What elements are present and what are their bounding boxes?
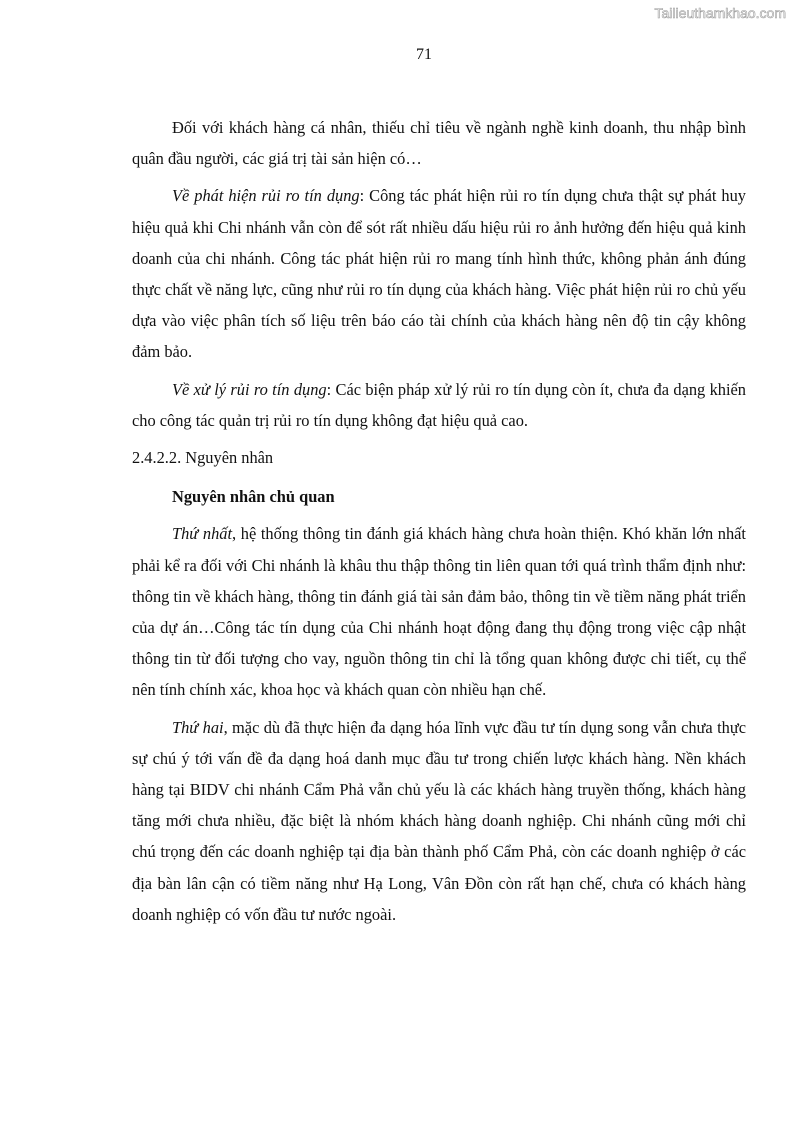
watermark: Tailieuthamkhao.com [654,5,786,21]
paragraph-risk-detection [132,180,746,367]
paragraph-risk-handling [132,374,746,436]
paragraph-individual-customers: Đối với khách hàng cá nhân, thiếu chỉ tiêu về ngành nghề kinh doanh, thu nhập bình quân đầu người, các giá trị tài sản hiện có… [132,118,746,169]
paragraph-second-cause [132,712,746,930]
document-body [132,112,746,936]
subheading-subjective-causes: Nguyên nhân chủ quan [172,487,335,507]
second-cause-lead: Thứ hai [172,717,224,737]
paragraph-first-cause [132,518,746,705]
risk-handling-lead: Về xử lý rủi ro tín dụng [172,379,327,399]
risk-detection-body: : Công tác phát hiện rủi ro tín dụng chưa thật sự phát huy hiệu quả khi Chi nhánh vẫn còn để sót rất nhiều dấu hiệu rủi ro ảnh hưởng đến hiệu quả kinh doanh của chi nhánh. Công tác phát hiện rủi ro mang tính hình thức, không phản ánh đúng thực chất về năng lực, cũng như rủi ro tín dụng của khách hàng. Việc phát hiện rủi ro chủ yếu dựa vào việc phân tích số liệu trên báo cáo tài chính của khách hàng nên độ tin cậy không đảm bảo. [132,186,746,362]
risk-handling-body: : Các biện pháp xử lý rủi ro tín dụng còn ít, chưa đa dạng khiến cho công tác quản trị rủi ro tín dụng không đạt hiệu quả cao. [132,379,746,430]
page-number: 71 [416,46,432,63]
second-cause-body: , mặc dù đã thực hiện đa dạng hóa lĩnh vực đầu tư tín dụng song vẫn chưa thực sự chú ý tới vấn đề đa dạng hoá danh mục đầu tư trong chiến lược khách hàng. Nền khách hàng tại BIDV chi nhánh Cẩm Phả vẫn chủ yếu là các khách hàng truyền thống, khách hàng tăng mới chưa nhiều, đặc biệt là nhóm khách hàng doanh nghiệp. Chi nhánh cũng mới chỉ chú trọng đến các doanh nghiệp tại địa bàn thành phố Cẩm Phả, còn các doanh nghiệp ở các địa bàn lân cận có tiềm năng như Hạ Long, Vân Đồn còn rất hạn chế, chưa có khách hàng doanh nghiệp có vốn đầu tư nước ngoài. [132,717,746,924]
first-cause-lead: Thứ nhất [172,524,233,544]
risk-detection-lead: Về phát hiện rủi ro tín dụng [172,186,360,206]
first-cause-body: , hệ thống thông tin đánh giá khách hàng chưa hoàn thiện. Khó khăn lớn nhất phải kể ra đối với Chi nhánh là khâu thu thập thông tin liên quan tới quá trình thẩm định như: thông tin về khách hàng, thông tin đánh giá tài sản đảm bảo, thông tin về tiềm năng phát triển của dự án…Công tác tín dụng của Chi nhánh hoạt động đang thụ động trong việc cập nhật thông tin từ đối tượng cho vay, nguồn thông tin chỉ là tổng quan không được chi tiết, cụ thể nên tính chính xác, khoa học và khách quan còn nhiều hạn chế. [132,524,746,700]
section-heading: 2.4.2.2. Nguyên nhân [132,448,274,468]
